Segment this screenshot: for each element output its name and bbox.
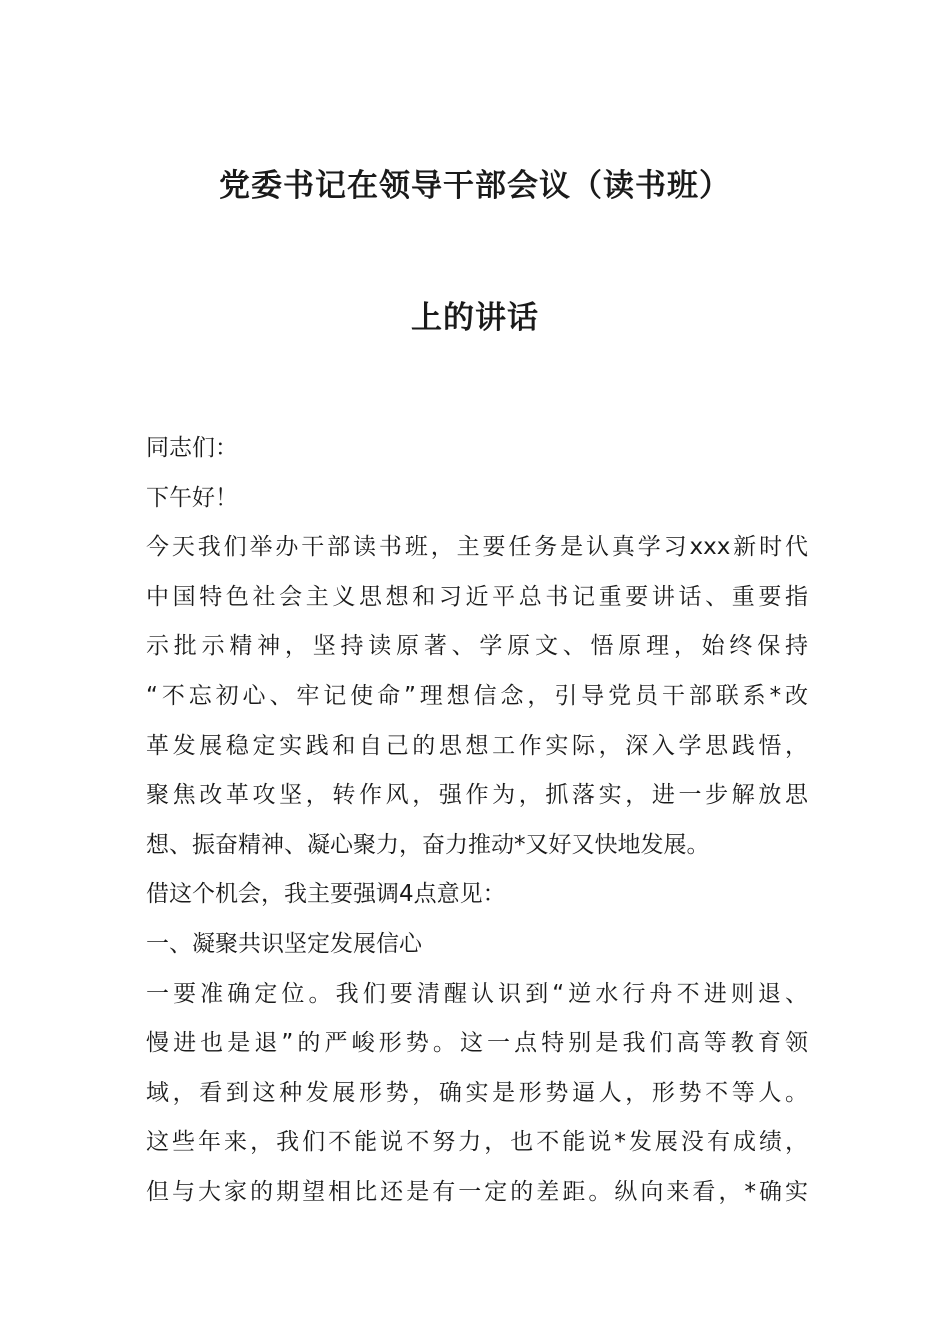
body-text-line: 慢进也是退”的严峻形势。这一点特别是我们高等教育领 xyxy=(146,1030,808,1057)
body-text-line: 示批示精神，坚持读原著、学原文、悟原理，始终保持 xyxy=(146,633,808,660)
document-title-line-2: 上的讲话 xyxy=(411,300,539,336)
body-text-line: 这些年来，我们不能说不努力，也不能说*发展没有成绩， xyxy=(146,1129,808,1156)
body-text-line: 今天我们举办干部读书班，主要任务是认真学习xxx新时代 xyxy=(146,534,808,561)
document-title-line-1: 党委书记在领导干部会议（读书班） xyxy=(219,168,731,204)
body-text-line: 中国特色社会主义思想和习近平总书记重要讲话、重要指 xyxy=(146,583,808,610)
body-text-line: 但与大家的期望相比还是有一定的差距。纵向来看，*确实 xyxy=(146,1178,808,1205)
body-text-line: 革发展稳定实践和自己的思想工作实际，深入学思践悟， xyxy=(146,732,808,759)
body-text-line: 同志们： xyxy=(146,435,238,461)
body-text-line: 聚焦改革攻坚，转作风，强作为，抓落实，进一步解放思 xyxy=(146,782,808,809)
body-text-line: 借这个机会，我主要强调4点意见： xyxy=(146,881,506,908)
document-body xyxy=(146,424,808,1218)
body-text-line: 域，看到这种发展形势，确实是形势逼人，形势不等人。 xyxy=(146,1079,808,1106)
body-text-line: 一、凝聚共识坚定发展信心 xyxy=(146,930,422,957)
body-text-line: 一要准确定位。我们要清醒认识到“逆水行舟不进则退、 xyxy=(146,980,808,1007)
body-text-line: 下午好！ xyxy=(146,484,238,511)
body-text-line: “不忘初心、牢记使命”理想信念，引导党员干部联系*改 xyxy=(146,682,808,709)
body-text-line: 想、振奋精神、凝心聚力，奋力推动*又好又快地发展。 xyxy=(146,831,710,858)
